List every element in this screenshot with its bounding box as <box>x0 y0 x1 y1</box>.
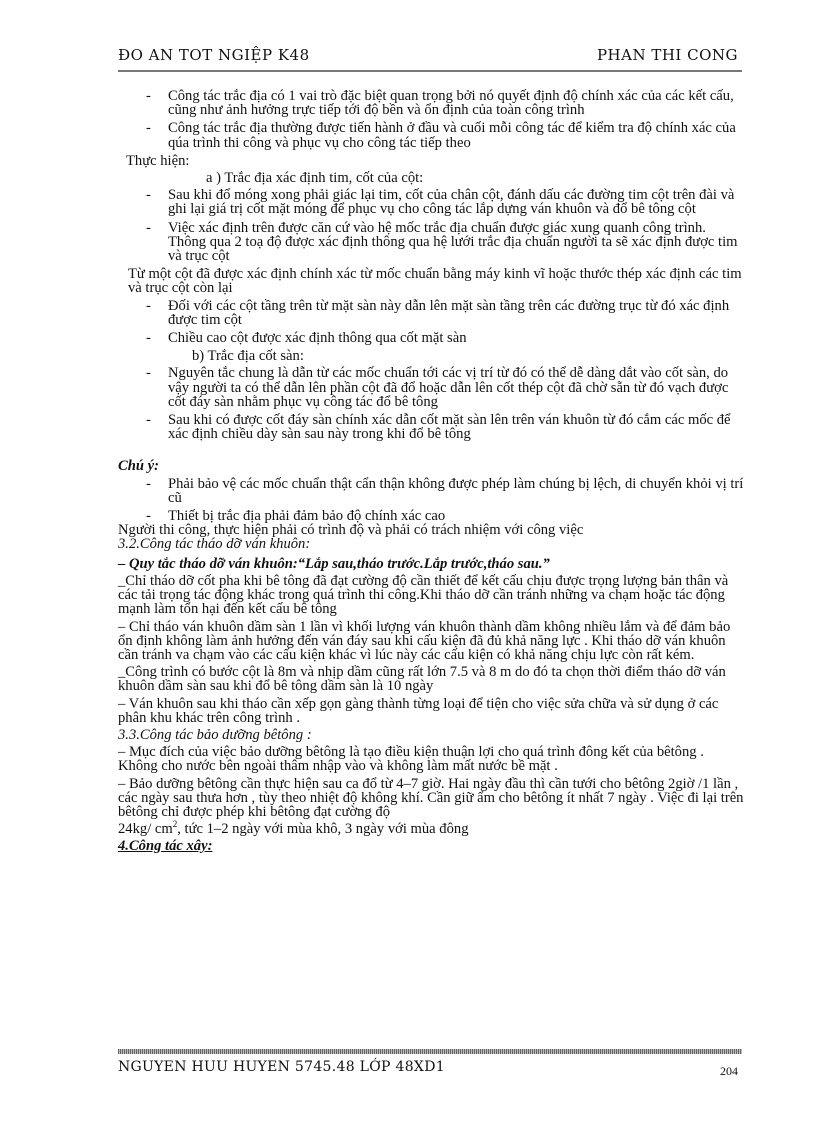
bullet-dash: - <box>146 508 151 525</box>
list-item <box>118 331 744 345</box>
bullet-text: Phải bảo vệ các mốc chuẩn thật cẩn thận không được phép làm chúng bị lệch, di chuyển khỏi vị trí cũ <box>168 475 744 506</box>
list-item <box>118 413 744 441</box>
paragraph: Người thi công, thực hiện phải có trình độ và phải có trách nhiệm với công việc <box>118 522 584 539</box>
list-item <box>118 477 744 505</box>
list-item <box>118 366 744 409</box>
bullet-text: Chiều cao cột được xác định thông qua cốt mặt sàn <box>168 330 467 347</box>
section-heading-3-2: 3.2.Công tác tháo dỡ ván khuôn: <box>118 536 311 553</box>
list-item <box>118 509 744 523</box>
rule-heading: – Quy tắc tháo dỡ ván khuôn:“Lắp sau,tháo trước.Lắp trước,tháo sau.” <box>118 555 550 572</box>
list-item <box>118 299 744 327</box>
bullet-dash: - <box>146 475 151 492</box>
paragraph: – Ván khuôn sau khi tháo cần xếp gọn gàng thành từng loại để tiện cho việc sửa chữa và sử dụng ở các phân khu khác trên công trình . <box>118 695 719 726</box>
footer-author: NGUYEN HUU HUYEN 5745.48 LỚP 48XD1 <box>118 1059 445 1075</box>
paragraph: _Chỉ tháo dỡ cốt pha khi bê tông đã đạt cường độ cần thiết để kết cấu chịu được trọng lượng bản thân và các tải trọng tác động khác trong quá trình thi công.Khi tháo dỡ cần tránh những va chạm hoặc tác động mạnh làm tổn hại đến kết cấu bê tông <box>118 572 729 618</box>
paragraph: – Chỉ tháo ván khuôn dầm sàn 1 lần vì khối lượng ván khuôn thành dầm không nhiều lắm và để đảm bảo ổn định không làm ảnh hưởng đến ván đáy sau khi cấu kiện đã đủ khả năng lực . Khi tháo dỡ ván khuôn cần tránh va chạm vào các cấu kiện khác vì lúc này các cấu kiện có khả năng chịu lực còn rất kém. <box>118 618 731 663</box>
strength-value: 24kg/ cm <box>118 821 173 838</box>
subheading-b: b) Trắc địa cốt sàn: <box>192 348 304 365</box>
header-section: PHAN THI CONG <box>596 46 738 64</box>
paragraph: _Công trình có bước cột là 8m và nhịp dầm cũng rất lớn 7.5 và 8 m do đó ta chọn thời điểm tháo dỡ ván khuôn dầm sàn sau khi đổ bê tông dầm sàn là 10 ngày <box>118 664 726 695</box>
list-item <box>118 89 744 117</box>
paragraph-label: Thực hiện: <box>126 152 190 169</box>
paragraph-tail-text: , tức 1–2 ngày với mùa khô, 3 ngày với mùa đông <box>177 821 469 838</box>
superscript: 2 <box>172 819 178 830</box>
bullet-text: Sau khi đổ móng xong phải giác lại tim, cốt của chân cột, đánh dấu các đường tim cột trên đài và ghi lại giá trị cốt mặt móng để phục vụ cho công tác lắp dựng ván khuôn và đổ bê tông cột <box>168 187 735 218</box>
note-heading: Chú ý: <box>118 458 159 475</box>
section-heading-4: 4.Công tác xây: <box>118 838 213 855</box>
bullet-dash: - <box>146 187 151 204</box>
paragraph: – Mục đích của việc bảo dưỡng bêtông là tạo điều kiện thuận lợi cho quá trình đông kết của bêtông . Không cho nước bên ngoài thâm nhập vào và không làm mất nước bề mặt . <box>118 744 704 775</box>
bullet-dash: - <box>146 297 151 314</box>
bullet-text: Sau khi có được cốt đáy sàn chính xác dẫn cốt mặt sàn lên trên ván khuôn từ đó cắm các mốc để xác định chiều dày sàn sau này trong khi đổ bê tông <box>168 412 731 443</box>
bullet-text: Nguyên tắc chung là dẫn từ các mốc chuẩn tới các vị trí từ đó có thể dễ dàng dắt vào cốt sàn, do vậy người ta có thể dẫn lên phần cột đã đổ hoặc dẫn lên cốt thép cột đã chờ sẵn từ đó vạch được cốt đáy sàn nhằm phục vụ công tác đổ bê tông <box>168 365 729 410</box>
bullet-dash: - <box>146 330 151 347</box>
header-title: ĐO AN TOT NGIỆP K48 <box>118 46 310 64</box>
list-item <box>118 121 744 149</box>
bullet-text: Công tác trắc địa có 1 vai trò đặc biệt quan trọng bởi nó quyết định độ chính xác của các kết cấu, cũng như ảnh hưởng trực tiếp tới độ bền và ổn định của toàn công trình <box>168 88 734 119</box>
paragraph-tail <box>118 819 744 839</box>
paragraph: Từ một cột đã được xác định chính xác từ mốc chuẩn bằng máy kinh vĩ hoặc thước thép xác định các tim và trục cột còn lại <box>128 266 742 297</box>
subheading-a: a ) Trắc địa xác định tim, cốt của cột: <box>206 170 424 187</box>
bullet-dash: - <box>146 412 151 429</box>
list-item <box>118 221 744 264</box>
paragraph: – Bảo dưỡng bêtông cần thực hiện sau ca đổ từ 4–7 giờ. Hai ngày đầu thì cần tưới cho bêtông 2giờ /1 lần , các ngày sau thưa hơn , tùy theo nhiệt độ không khí. Cần giữ ẩm cho bêtông ít nhất 7 ngày . Việc đi lại trên bêtông chỉ được phép khi bêtông đạt cường độ <box>118 775 744 820</box>
list-item <box>118 188 744 216</box>
bullet-text: Việc xác định trên được căn cứ vào hệ mốc trắc địa chuẩn được giác xung quanh công trình. Thông qua 2 toạ độ được xác định thông qua hệ lưới trắc địa chuẩn người ta sẽ xác định được tim và trục cột <box>168 219 738 265</box>
header-divider <box>118 70 742 72</box>
bullet-text: Công tác trắc địa thường được tiến hành ở đầu và cuối mỗi công tác để kiểm tra độ chính xác của qúa trình thi công và phục vụ cho công tác tiếp theo <box>168 120 736 151</box>
footer-divider <box>118 1049 742 1054</box>
bullet-dash: - <box>146 120 151 137</box>
bullet-dash: - <box>146 365 151 382</box>
document-body <box>118 89 744 856</box>
section-heading-3-3: 3.3.Công tác bảo dưỡng bêtông : <box>118 726 312 743</box>
bullet-text: Đối với các cột tầng trên từ mặt sàn này dẫn lên mặt sàn tầng trên các đường trục từ đó xác định được tim cột <box>168 297 730 328</box>
bullet-text: Thiết bị trắc địa phải đảm bảo độ chính xác cao <box>168 508 446 525</box>
bullet-dash: - <box>146 219 151 236</box>
bullet-dash: - <box>146 88 151 104</box>
page-number: 204 <box>720 1064 738 1078</box>
